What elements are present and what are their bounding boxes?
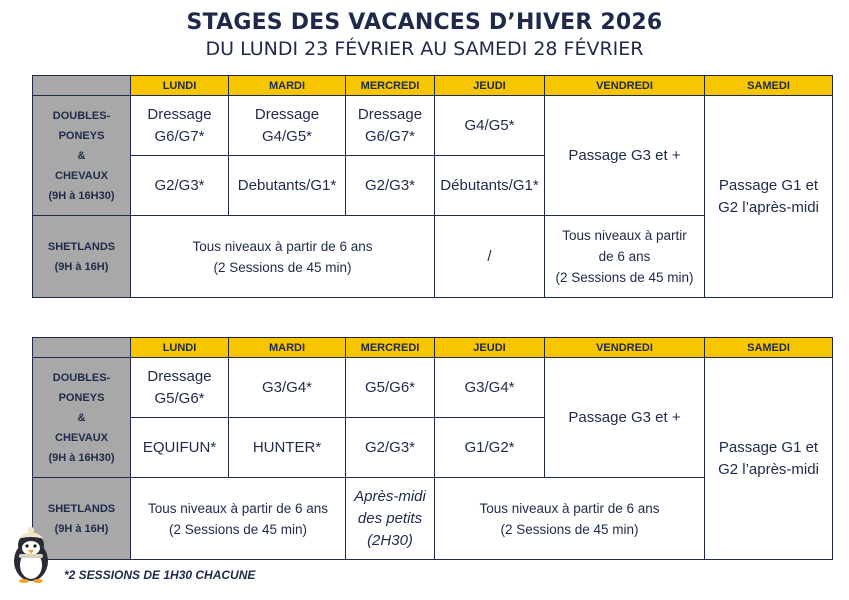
- session-cell: Dressage G6/G7*: [131, 96, 229, 156]
- doubles-poneys-header: DOUBLES- PONEYS & CHEVAUX (9H à 16H30): [33, 96, 131, 216]
- day-header-row: [33, 76, 833, 96]
- session-cell: EQUIFUN*: [131, 418, 229, 478]
- corner-cell: [33, 338, 131, 358]
- shetlands-none-cell: /: [435, 216, 545, 298]
- penguin-icon: [8, 527, 54, 583]
- page-subtitle: DU LUNDI 23 FÉVRIER AU SAMEDI 28 FÉVRIER: [205, 38, 644, 60]
- session-cell: G1/G2*: [435, 418, 545, 478]
- footnote: *2 SESSIONS DE 1H30 CHACUNE: [64, 568, 256, 582]
- shetlands-header: SHETLANDS (9H à 16H): [33, 478, 131, 560]
- session-cell: G4/G5*: [435, 96, 545, 156]
- day-mardi: MARDI: [229, 338, 346, 358]
- page-title: STAGES DES VACANCES D’HIVER 2026: [186, 10, 663, 35]
- session-cell: Debutants/G1*: [229, 156, 346, 216]
- session-cell: Dressage G4/G5*: [229, 96, 346, 156]
- session-cell: G2/G3*: [346, 418, 435, 478]
- vendredi-passage-cell: Passage G3 et +: [545, 358, 705, 478]
- day-mercredi: MERCREDI: [346, 338, 435, 358]
- session-cell: Dressage G5/G6*: [131, 358, 229, 418]
- shetlands-header: SHETLANDS (9H à 16H): [33, 216, 131, 298]
- shetlands-session-cell: Tous niveaux à partir de 6 ans (2 Sessions de 45 min): [545, 216, 705, 298]
- schedule-table-1: [32, 75, 833, 298]
- vendredi-passage-cell: Passage G3 et +: [545, 96, 705, 216]
- schedule-table-2: [32, 337, 833, 560]
- session-cell: G2/G3*: [346, 156, 435, 216]
- session-cell: Dressage G6/G7*: [346, 96, 435, 156]
- session-cell: G3/G4*: [435, 358, 545, 418]
- day-vendredi: VENDREDI: [545, 76, 705, 96]
- apres-midi-petits-cell: Après-midi des petits (2H30): [346, 478, 435, 560]
- samedi-passage-cell: Passage G1 et G2 l’après-midi: [705, 96, 833, 298]
- session-cell: Débutants/G1*: [435, 156, 545, 216]
- session-cell: G3/G4*: [229, 358, 346, 418]
- shetlands-session-cell: Tous niveaux à partir de 6 ans (2 Sessions de 45 min): [435, 478, 705, 560]
- doubles-morning-row: [33, 358, 833, 418]
- session-cell: HUNTER*: [229, 418, 346, 478]
- day-mardi: MARDI: [229, 76, 346, 96]
- day-vendredi: VENDREDI: [545, 338, 705, 358]
- day-lundi: LUNDI: [131, 76, 229, 96]
- shetlands-session-cell: Tous niveaux à partir de 6 ans (2 Sessions de 45 min): [131, 216, 435, 298]
- day-mercredi: MERCREDI: [346, 76, 435, 96]
- corner-cell: [33, 76, 131, 96]
- samedi-passage-cell: Passage G1 et G2 l’après-midi: [705, 358, 833, 560]
- session-cell: G2/G3*: [131, 156, 229, 216]
- doubles-morning-row: [33, 96, 833, 156]
- day-lundi: LUNDI: [131, 338, 229, 358]
- day-jeudi: JEUDI: [435, 338, 545, 358]
- day-samedi: SAMEDI: [705, 76, 833, 96]
- session-cell: G5/G6*: [346, 358, 435, 418]
- day-header-row: [33, 338, 833, 358]
- day-samedi: SAMEDI: [705, 338, 833, 358]
- shetlands-session-cell: Tous niveaux à partir de 6 ans (2 Sessions de 45 min): [131, 478, 346, 560]
- day-jeudi: JEUDI: [435, 76, 545, 96]
- doubles-poneys-header: DOUBLES- PONEYS & CHEVAUX (9H à 16H30): [33, 358, 131, 478]
